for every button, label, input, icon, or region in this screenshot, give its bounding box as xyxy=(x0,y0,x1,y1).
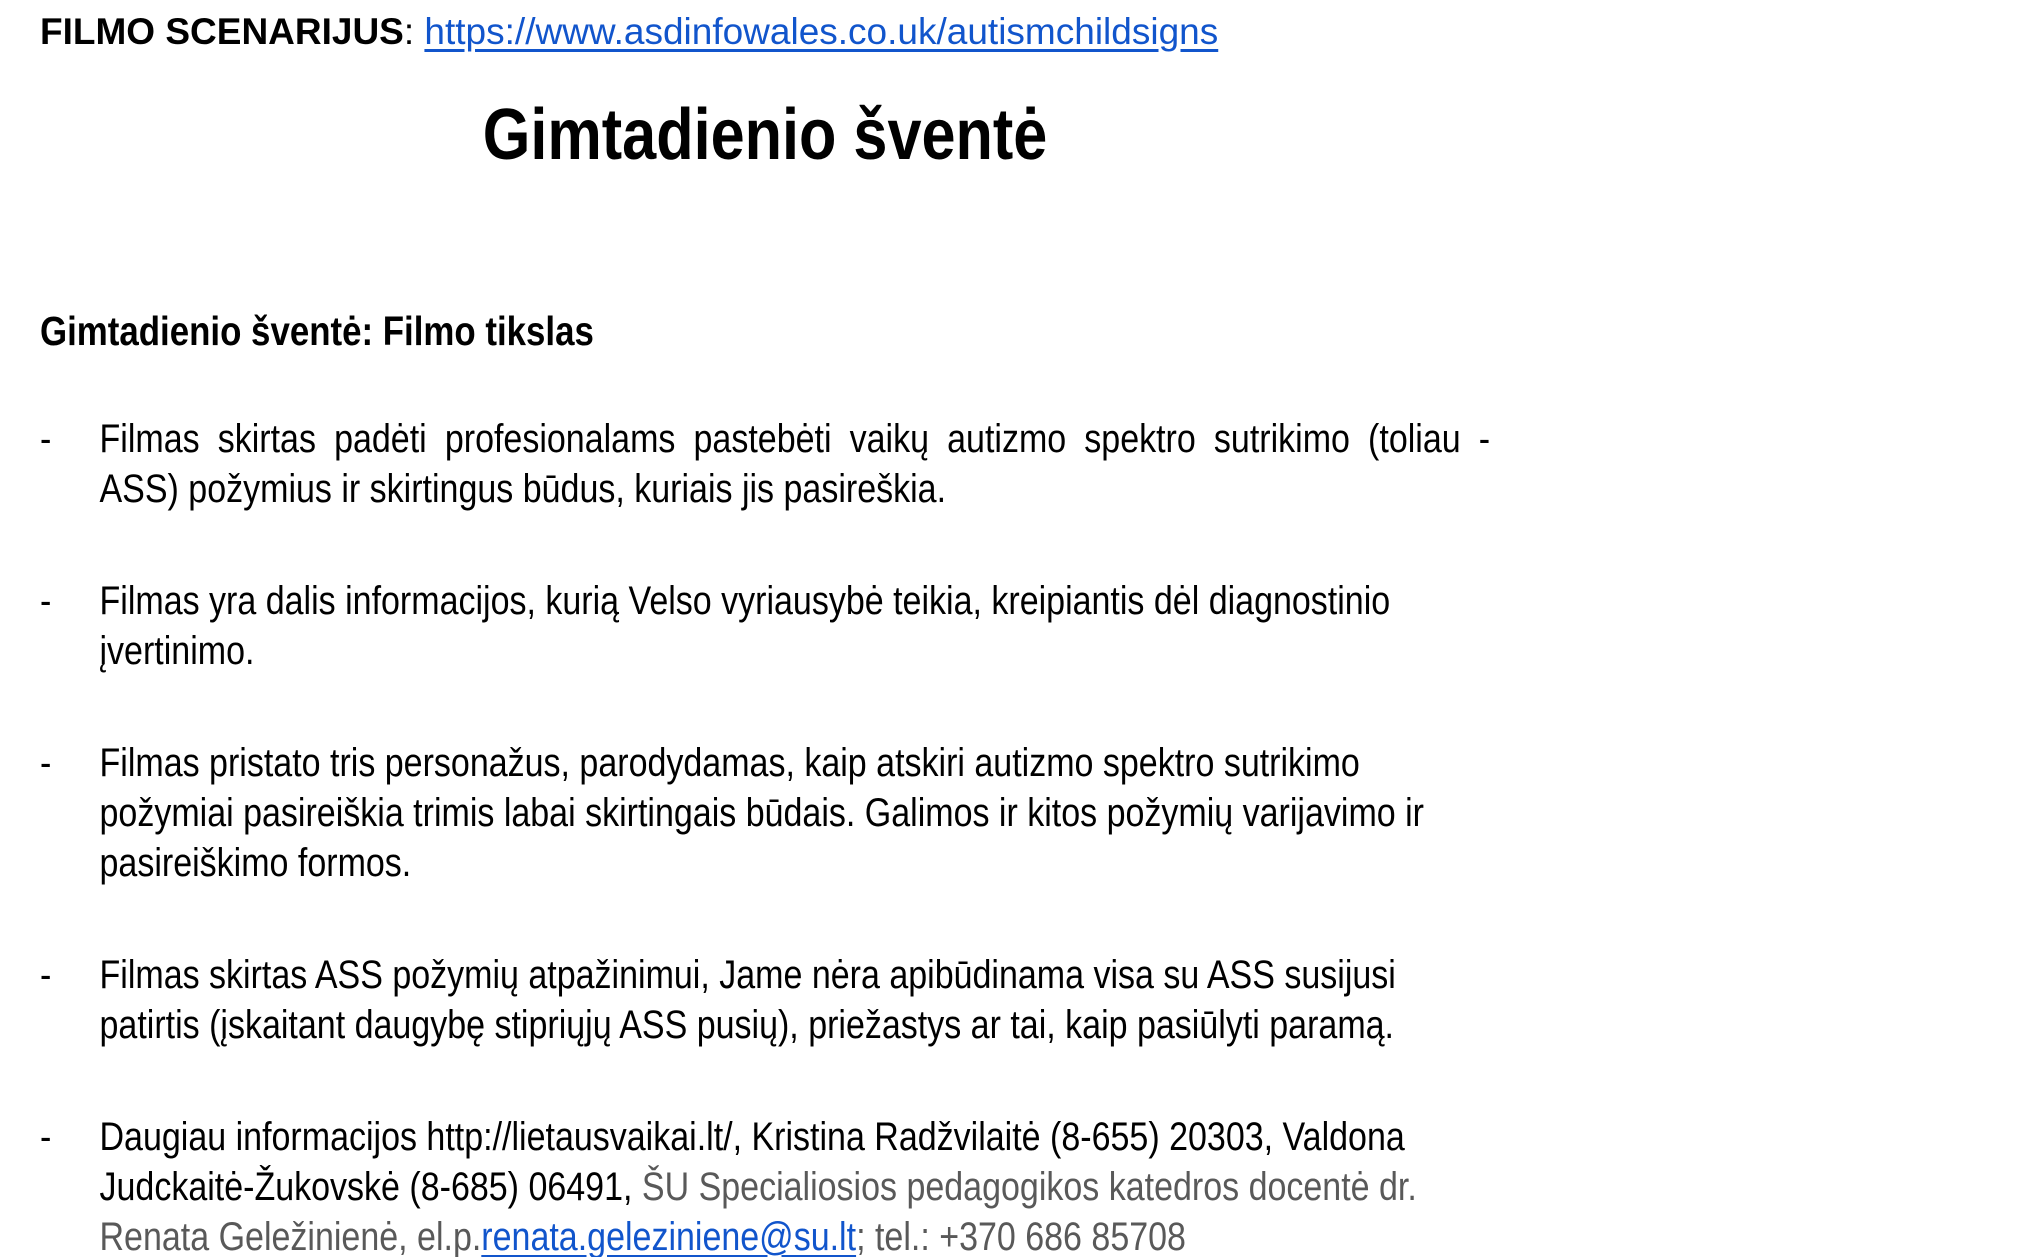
section-heading: Gimtadienio šventė: Filmo tikslas xyxy=(40,308,594,354)
document-body xyxy=(40,56,1490,1257)
bullet-marker: - xyxy=(40,1115,52,1159)
list-item xyxy=(40,414,1490,514)
bullet-marker: - xyxy=(40,741,52,785)
list-item xyxy=(40,950,1490,1050)
bullet-list xyxy=(40,414,1490,1257)
header-label: FILMO SCENARIJUS xyxy=(40,11,404,52)
bullet-marker: - xyxy=(40,417,52,461)
contact-phone-text: ; tel.: +370 686 85708 xyxy=(856,1215,1186,1257)
bullet-marker: - xyxy=(40,579,52,623)
bullet-text-three-characters: Filmas pristato tris personažus, parodydamas, kaip atskiri autizmo spektro sutrikimo požymiai pasireiškia trimis labai skirtingais būdais. Galimos ir kitos požymių varijavimo ir pasireiškimo formos. xyxy=(99,741,1425,885)
page-title: Gimtadienio šventė xyxy=(482,95,1048,175)
list-item xyxy=(40,576,1490,676)
contact-intro-text: Daugiau informacijos http://lietausvaikai.lt/, Kristina Radžvilaitė (8-655) 20303, Valdona Judckaitė-Žukovskė (8-685) 06491, xyxy=(99,1115,1405,1209)
list-item xyxy=(40,1112,1490,1257)
header-line xyxy=(40,0,2042,56)
list-item xyxy=(40,738,1490,888)
contact-gray-text: ŠU Specialiosios pedagogikos katedros docentė dr. Renata Geležinienė, el.p. xyxy=(99,1165,1417,1257)
bullet-marker: - xyxy=(40,953,52,997)
bullet-text-film-purpose: Filmas skirtas padėti profesionalams pastebėti vaikų autizmo spektro sutrikimo (toliau - ASS) požymius ir skirtingus būdus, kuriais jis pasireškia. xyxy=(99,417,1491,511)
header-separator: : xyxy=(403,11,425,52)
scenario-url-link[interactable]: https://www.asdinfowales.co.uk/autismchildsigns xyxy=(424,11,1219,52)
bullet-text-ass-recognition: Filmas skirtas ASS požymių atpažinimui, Jame nėra apibūdinama visa su ASS susijusi patirtis (įskaitant daugybę stipriųjų ASS pusių), priežastys ar tai, kaip pasiūlyti paramą. xyxy=(99,953,1396,1047)
bullet-text-welsh-government: Filmas yra dalis informacijos, kurią Velso vyriausybė teikia, kreipiantis dėl diagnostinio įvertinimo. xyxy=(99,579,1391,673)
bullet-text-contacts xyxy=(100,1112,1491,1257)
email-link[interactable]: renata.geleziniene@su.lt xyxy=(481,1215,857,1257)
